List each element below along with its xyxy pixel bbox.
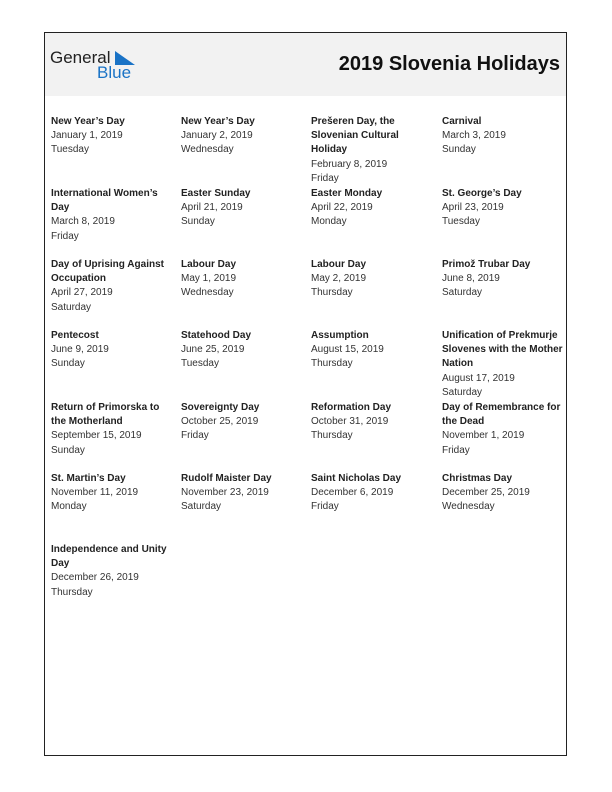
logo-general-text: General — [50, 48, 111, 67]
holiday-date: May 1, 2019 — [181, 273, 237, 285]
holiday-weekday: Saturday — [442, 287, 483, 299]
holiday-item — [442, 472, 571, 543]
holiday-name: St. George’s Day — [442, 188, 522, 199]
holiday-name: Sovereignty Day — [181, 402, 260, 413]
holiday-name: International Women’s Day — [51, 188, 158, 214]
holiday-name: Assumption — [311, 330, 369, 341]
holiday-weekday: Thursday — [311, 287, 353, 299]
holiday-item — [181, 401, 311, 472]
holiday-grid — [51, 115, 571, 614]
holiday-date: October 31, 2019 — [311, 416, 389, 428]
holiday-date: December 6, 2019 — [311, 487, 394, 499]
holiday-name: Statehood Day — [181, 330, 252, 341]
holiday-date: November 11, 2019 — [51, 487, 139, 499]
holiday-item — [442, 258, 571, 329]
holiday-weekday: Sunday — [181, 216, 215, 228]
holiday-weekday: Friday — [311, 501, 339, 513]
logo — [50, 48, 140, 82]
holiday-weekday: Tuesday — [442, 216, 480, 228]
holiday-weekday: Saturday — [181, 501, 222, 513]
holiday-item — [51, 258, 181, 329]
holiday-date: April 21, 2019 — [181, 202, 243, 214]
header — [45, 33, 566, 96]
holiday-item — [442, 115, 571, 187]
holiday-name: Return of Primorska to the Motherland — [51, 402, 160, 428]
holiday-weekday: Sunday — [51, 358, 85, 370]
page-title: 2019 Slovenia Holidays — [338, 53, 560, 75]
holiday-name: Primož Trubar Day — [442, 259, 531, 270]
holiday-name: Day of Remembrance for the Dead — [442, 402, 561, 428]
holiday-weekday: Monday — [311, 216, 347, 228]
logo-blue-text: Blue — [97, 63, 132, 82]
holiday-date: December 26, 2019 — [51, 572, 139, 584]
holiday-weekday: Friday — [181, 430, 209, 442]
holiday-item — [181, 187, 311, 258]
holiday-item — [51, 187, 181, 258]
holiday-name: Christmas Day — [442, 473, 513, 484]
holiday-item — [311, 401, 442, 472]
holiday-item — [181, 258, 311, 329]
holiday-date: November 23, 2019 — [181, 487, 269, 499]
page-frame — [44, 32, 567, 756]
holiday-item — [181, 472, 311, 543]
holiday-weekday: Sunday — [51, 444, 85, 456]
holiday-item — [51, 115, 181, 187]
holiday-item — [181, 115, 311, 187]
holiday-name: New Year’s Day — [181, 116, 255, 127]
holiday-item — [311, 115, 442, 187]
holiday-date: February 8, 2019 — [311, 158, 388, 170]
holiday-date: March 8, 2019 — [51, 216, 115, 228]
holiday-weekday: Wednesday — [442, 501, 495, 513]
holiday-name: Day of Uprising Against Occupation — [51, 259, 164, 285]
holiday-name: Unification of Prekmurje Slovenes with the Mother Nation — [442, 330, 563, 370]
holiday-date: April 27, 2019 — [51, 287, 113, 299]
holiday-name: Carnival — [442, 116, 482, 127]
holiday-date: April 22, 2019 — [311, 202, 373, 214]
holiday-name: Easter Monday — [311, 188, 383, 199]
holiday-weekday: Wednesday — [181, 144, 234, 156]
holiday-name: Easter Sunday — [181, 188, 251, 199]
holiday-item — [51, 401, 181, 472]
holiday-name: St. Martin’s Day — [51, 473, 126, 484]
holiday-item — [311, 187, 442, 258]
holiday-date: October 25, 2019 — [181, 416, 259, 428]
holiday-item — [442, 401, 571, 472]
holiday-date: September 15, 2019 — [51, 430, 142, 442]
holiday-name: New Year’s Day — [51, 116, 125, 127]
holiday-item — [442, 329, 571, 401]
holiday-item — [181, 329, 311, 401]
holiday-weekday: Wednesday — [181, 287, 234, 299]
holiday-date: April 23, 2019 — [442, 202, 504, 214]
holiday-weekday: Tuesday — [51, 144, 89, 156]
holiday-item — [51, 329, 181, 401]
holiday-weekday: Sunday — [442, 144, 476, 156]
holiday-weekday: Tuesday — [181, 358, 219, 370]
holiday-item — [51, 543, 181, 614]
holiday-date: January 1, 2019 — [51, 130, 123, 142]
holiday-item — [311, 329, 442, 401]
holiday-name: Prešeren Day, the Slovenian Cultural Holiday — [311, 116, 399, 156]
holiday-item — [311, 472, 442, 543]
holiday-date: August 15, 2019 — [311, 344, 384, 356]
holiday-name: Pentecost — [51, 330, 99, 341]
holiday-weekday: Friday — [442, 444, 470, 456]
holiday-weekday: Saturday — [442, 386, 483, 398]
holiday-weekday: Friday — [51, 230, 79, 242]
holiday-weekday: Friday — [311, 172, 339, 184]
holiday-name: Rudolf Maister Day — [181, 473, 272, 484]
holiday-weekday: Thursday — [311, 358, 353, 370]
holiday-name: Labour Day — [181, 259, 237, 270]
holiday-date: November 1, 2019 — [442, 430, 525, 442]
holiday-name: Saint Nicholas Day — [311, 473, 402, 484]
holiday-name: Labour Day — [311, 259, 367, 270]
holiday-name: Reformation Day — [311, 402, 392, 413]
holiday-item — [311, 258, 442, 329]
holiday-date: May 2, 2019 — [311, 273, 367, 285]
holiday-date: December 25, 2019 — [442, 487, 530, 499]
holiday-weekday: Saturday — [51, 301, 92, 313]
holiday-date: March 3, 2019 — [442, 130, 506, 142]
holiday-date: January 2, 2019 — [181, 130, 253, 142]
holiday-weekday: Thursday — [311, 430, 353, 442]
holiday-date: August 17, 2019 — [442, 372, 515, 384]
holiday-item — [51, 472, 181, 543]
holiday-weekday: Monday — [51, 501, 87, 513]
holiday-item — [442, 187, 571, 258]
holiday-date: June 9, 2019 — [51, 344, 109, 356]
holiday-name: Independence and Unity Day — [51, 544, 167, 570]
holiday-date: June 8, 2019 — [442, 273, 500, 285]
holiday-weekday: Thursday — [51, 586, 93, 598]
holiday-date: June 25, 2019 — [181, 344, 245, 356]
